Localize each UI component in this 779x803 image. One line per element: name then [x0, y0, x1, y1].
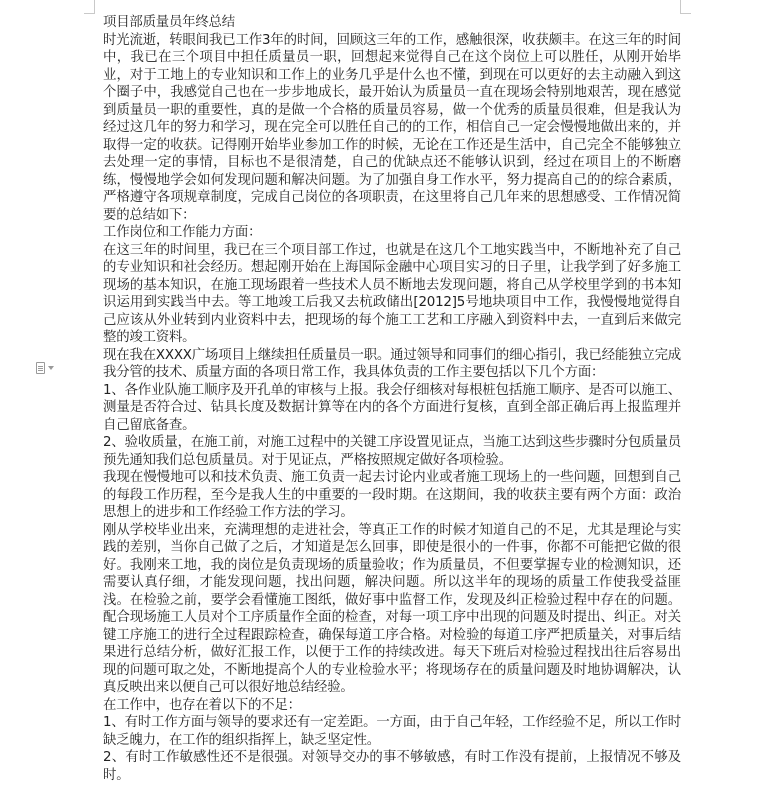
shortcoming-item-1: 1、有时工作方面与领导的要求还有一定差距。一方面，由于自己年轻，工作经验不足，所以工作时缺乏魄力，在工作的组织指挥上，缺乏坚定性。 — [103, 715, 681, 748]
paragraph-options-icon[interactable] — [36, 360, 66, 376]
section-heading: 工作岗位和工作能力方面： — [103, 225, 262, 240]
document-body[interactable] — [103, 14, 681, 784]
list-item-1: 1、各作业队施工顺序及开孔单的审核与上报。我会仔细核对每根桩包括施工顺序、是否可以施工、测量是否符合过、钻具长度及数据计算等在内的各个方面进行复核，直到全部正确后再上报监理并自己留底备查。 — [103, 382, 681, 433]
section-shortcomings: 在工作中，也存在着以下的不足： — [103, 697, 301, 713]
document-icon — [36, 362, 45, 374]
paragraph-intro: 时光流逝，转眼间我已工作3年的时间，回顾这三年的工作，感触很深，收获颇丰。在这三年的时间中，我已在三个项目中担任质量员一职，回想起来觉得自己在这个岗位上可以胜任，从刚开始毕业，对于工地上的专业知识和工作上的业务几乎是什么也不懂，到现在可以更好的去主动融入到这个圈子中，我感觉自己也在一步步地成长，最开始认为质量员一直在现场会特别地艰苦，现在感觉到质量员一职的重要性，真的是做一个合格的质量员容易，做一个优秀的质量员很难，但是我认为经过这几年的努力和学习，现在完全可以胜任自己的的工作，相信自己一定会慢慢地做出来的，并取得一定的收获。记得刚开始毕业参加工作的时候，无论在工作还是生活中，自己完全不能够独立去处理一定的事情，目标也不是很清楚，自己的优缺点还不能够认识到，经过在项目上的不断磨练，慢慢地学会如何发现问题和解决问题。为了加强自身工作水平，努力提高自己的的综合素质，严格遵守各项规章制度，完成自己岗位的各项职责，在这里将自己几年来的思想感受、工作情况简要的总结如下： — [103, 32, 681, 223]
list-item-2: 2、验收质量，在施工前，对施工过程中的关键工序设置见证点，当施工达到这些步骤时分包质量员预先通知我们总包质量员。对于见证点，严格按照规定做好各项检验。 — [103, 435, 681, 468]
paragraph-lessons: 刚从学校毕业出来，充满理想的走进社会，等真正工作的时候才知道自己的不足，尤其是理论与实践的差别，当你自己做了之后，才知道是怎么回事，即使是很小的一件事，你都不可能把它做的很好。我刚来工地，我的岗位是负责现场的质量验收；作为质量员，不但要掌握专业的检测知识，还需要认真仔细，才能发现问题，找出问题，解决问题。所以这半年的现场的质量工作使我受益匪浅。在检验之前，要学会看懂施工图纸，做好事中监督工作，发现及纠正检验过程中存在的问题。配合现场施工人员对个工序质量作全面的检查，对每一项工序中出现的问题及时提出、纠正。对关键工序施工的进行全过程跟踪检查，确保每道工序合格。对检验的每道工序严把质量关，对事后结果进行总结分析，做好汇报工作，以便于工作的持续改进。每天下班后对检验过程找出往后容易出现的问题可取之处，不断地提高个人的专业检验水平；将现场存在的质量问题及时地协调解决，认真反映出来以便自己可以很好地总结经验。 — [103, 522, 681, 695]
chevron-down-icon — [48, 366, 54, 370]
paragraph-growth: 我现在慢慢地可以和技术负责、施工负责一起去讨论内业或者施工现场上的一些问题，回想到自己的每段工作历程，至今是我人生的中重要的一段时期。在这期间，我的收获主要有两个方面：政治思想上的进步和工作经验工作方法的学习。 — [103, 470, 681, 520]
paragraph-current-project: 现在我在XXXX广场项目上继续担任质量员一职。通过领导和同事们的细心指引，我已经能独立完成我分管的技术、质量方面的各项日常工作，我具体负责的工作主要包括以下几个方面： — [103, 347, 681, 380]
page-corner-top-right — [680, 0, 691, 14]
paragraph-experience: 在这三年的时间里，我已在三个项目部工作过，也就是在这几个工地实践当中，不断地补充了自己的专业知识和社会经历。想起刚开始在上海国际金融中心项目实习的日子里，让我学到了好多施工现场的基本知识，在施工现场跟着一些技术人员不断地去发现问题，将自己从学校里学到的书本知识运用到实践当中去。等工地竣工后我又去杭政储出[2012]5号地块项目中工作，我慢慢地觉得自己应该从外业转到内业资料中去，把现场的每个施工工艺和工序融入到资料中去，一直到后来做完整的竣工资料。 — [103, 242, 681, 345]
page-corner-top-left — [84, 0, 95, 14]
document-title: 项目部质量员年终总结 — [103, 15, 235, 30]
shortcoming-item-2: 2、有时工作敏感性还不是很强。对领导交办的事不够敏感，有时工作没有提前，上报情况不够及时。 — [103, 750, 681, 783]
